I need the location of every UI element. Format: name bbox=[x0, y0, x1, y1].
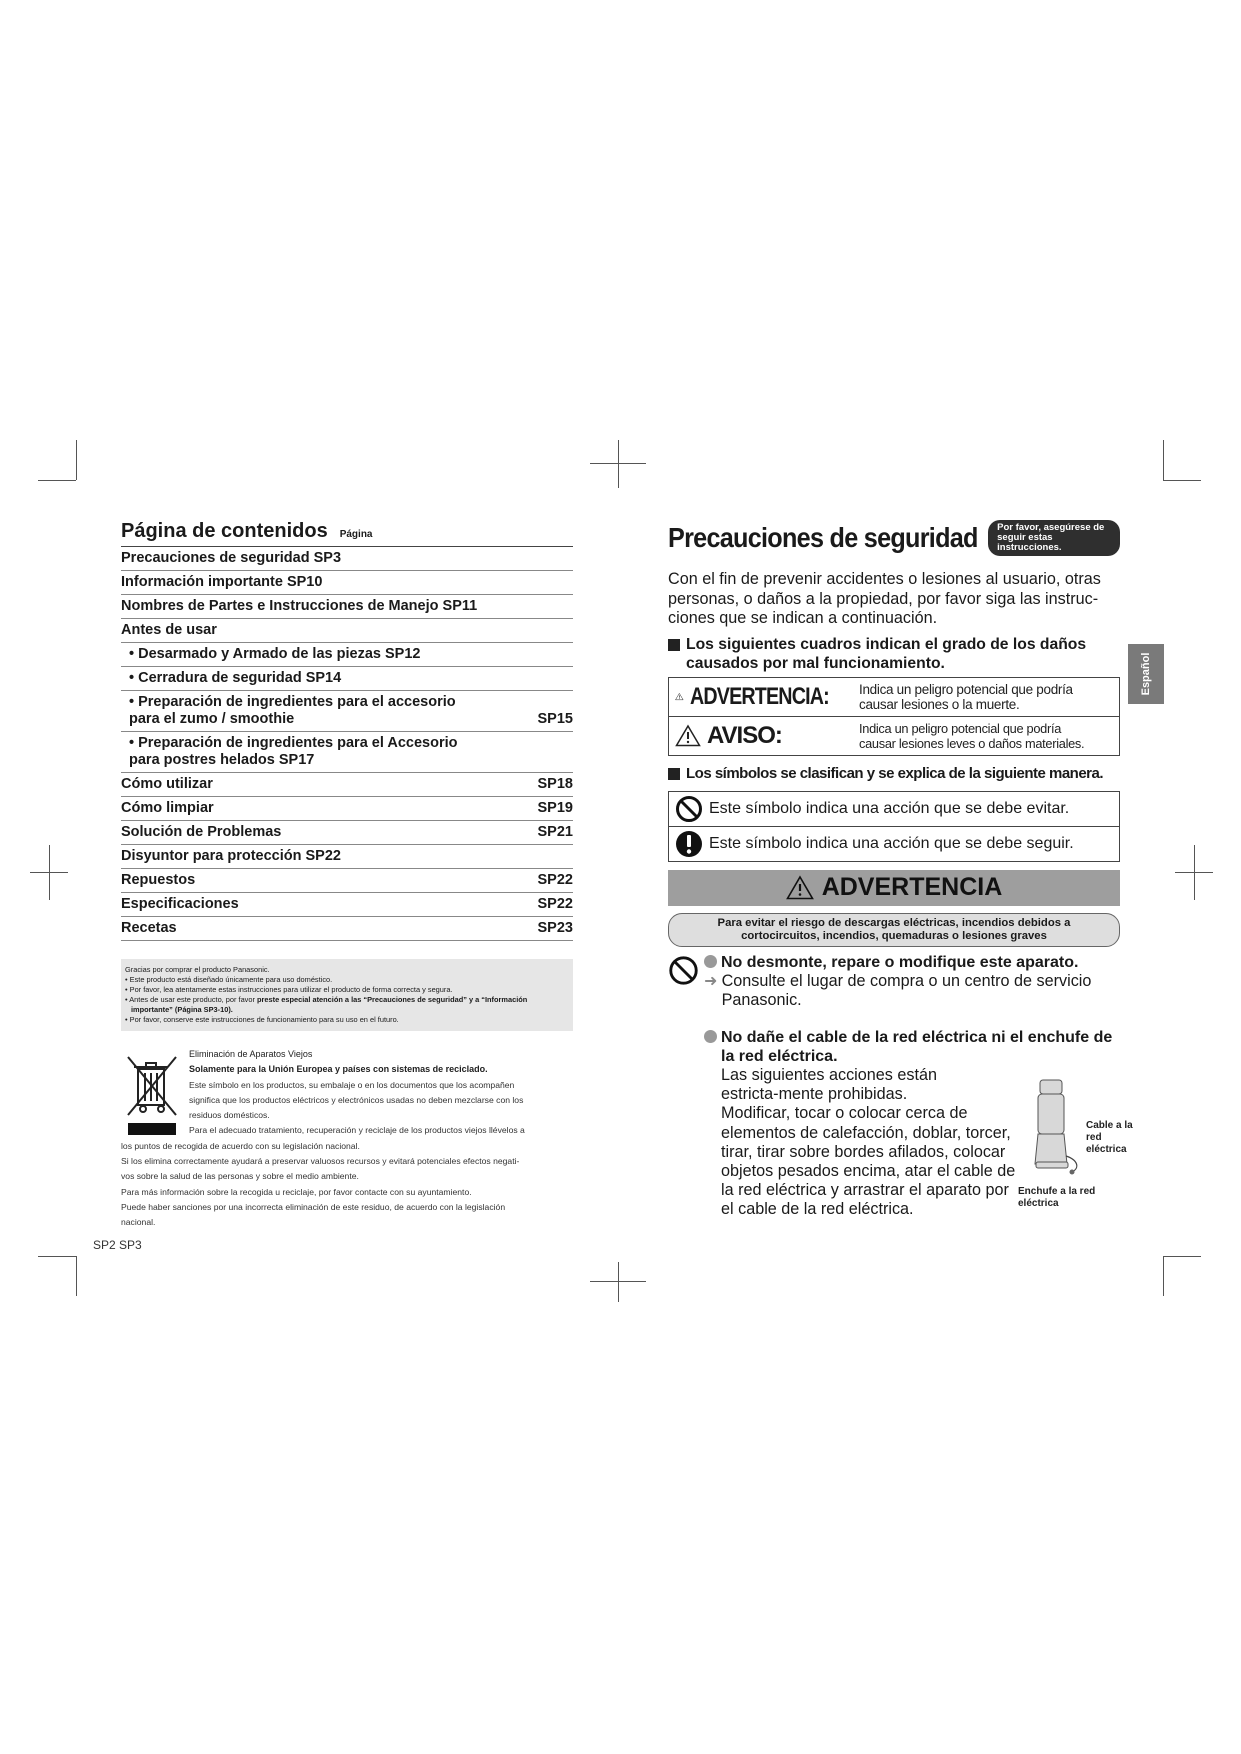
info-line: Gracias por comprar el producto Panasonic. bbox=[125, 965, 270, 974]
disposal-text: Para el adecuado tratamiento, recuperación y reciclaje de los productos viejos llévelos a bbox=[189, 1125, 525, 1136]
toc-row-page: SP21 bbox=[537, 824, 573, 840]
warning-desc: causar lesiones leves o daños materiales. bbox=[859, 735, 1085, 751]
warning-desc: Indica un peligro potencial que podría bbox=[859, 720, 1062, 736]
toc-row bbox=[121, 691, 573, 732]
warning-label: AVISO: bbox=[707, 721, 782, 749]
item-body-text: Consulte el lugar de compra o un centro de servicio Panasonic. bbox=[721, 971, 1092, 1009]
warning-triangle-icon bbox=[675, 685, 684, 708]
symbol-text: Este símbolo indica una acción que se debe seguir. bbox=[709, 834, 1074, 852]
disposal-subtitle: Solamente para la Unión Europea y países con sistemas de reciclado. bbox=[189, 1064, 488, 1075]
bullet-text: Los siguientes cuadros indican el grado de los daños causados por mal funcionamiento. bbox=[686, 635, 1087, 672]
item-no-disassemble bbox=[668, 953, 1120, 1010]
toc-row-label: Precauciones de seguridad SP3 bbox=[121, 550, 342, 566]
toc-row-label: Información importante SP10 bbox=[121, 574, 323, 590]
bullet-text: Los símbolos se clasifican y se explica de la siguiente manera. bbox=[686, 764, 1104, 782]
bullet-dot-icon bbox=[704, 955, 717, 968]
disposal-title: Eliminación de Aparatos Viejos bbox=[189, 1049, 313, 1059]
arrow-right-icon: ➜ bbox=[704, 971, 718, 990]
toc-list bbox=[121, 547, 573, 941]
intro-text: Con el fin de prevenir accidentes o lesiones al usuario, otras personas, o daños a la propiedad, por favor siga las instruc-ciones que se indican a continuación. bbox=[668, 570, 1101, 627]
item-no-damage-cable bbox=[668, 1028, 1133, 1220]
symbol-row-mandatory bbox=[668, 826, 1120, 862]
toc-row bbox=[121, 869, 573, 893]
disposal-text: nacional. bbox=[121, 1217, 156, 1228]
disposal-text: Para más información sobre la recogida u reciclaje, por favor contacte con su ayuntamiento. bbox=[121, 1186, 472, 1197]
square-bullet-icon bbox=[668, 639, 680, 651]
toc-row-label: Cómo limpiar bbox=[121, 800, 214, 816]
section-header bbox=[668, 520, 1120, 556]
toc-row bbox=[121, 797, 573, 821]
prohibition-icon bbox=[668, 955, 699, 986]
toc-row bbox=[121, 619, 573, 643]
warning-label: ADVERTENCIA: bbox=[689, 682, 829, 710]
toc-row-label: Recetas bbox=[121, 920, 177, 936]
disposal-text: los puntos de recogida de acuerdo con su legislación nacional. bbox=[121, 1140, 360, 1151]
item-head-text: No dañe el cable de la red eléctrica ni el enchufe de la red eléctrica. bbox=[721, 1028, 1113, 1065]
disposal-text: Puede haber sanciones por una incorrecta eliminación de este residuo, de acuerdo con la legislación bbox=[121, 1201, 506, 1212]
info-line bbox=[125, 995, 569, 1005]
toc-row-page: SP19 bbox=[537, 800, 573, 816]
badge-line: seguir estas instrucciones. bbox=[997, 532, 1062, 553]
item-body-text: Modificar, tocar o colocar cerca de elementos de calefacción, doblar, torcer, tirar, tirar sobre bordes afilados, colocar objetos pesados encima, atar el cable de la red eléctrica y arrastrar el aparato por el cable de la red eléctrica. bbox=[721, 1104, 1016, 1219]
item-body bbox=[704, 1066, 1021, 1220]
item-head bbox=[704, 1028, 1120, 1066]
toc-row-label: Disyuntor para protección SP22 bbox=[121, 848, 341, 864]
toc-row-label: • Preparación de ingredientes para el Accesorio para postres helados SP17 bbox=[129, 735, 458, 768]
advertencia-banner bbox=[668, 870, 1120, 906]
toc-row-page: SP22 bbox=[537, 872, 573, 888]
language-tab bbox=[1128, 644, 1164, 704]
item-head bbox=[704, 953, 1120, 972]
disposal-text: vos sobre la salud de las personas y sobre el medio ambiente. bbox=[121, 1171, 359, 1182]
toc-row bbox=[121, 732, 573, 773]
banner-text: ADVERTENCIA bbox=[821, 873, 1003, 901]
toc-title: Página de contenidos bbox=[121, 520, 328, 542]
square-bullet-icon bbox=[668, 768, 680, 780]
left-page bbox=[121, 520, 573, 1231]
warning-desc: Indica un peligro potencial que podría bbox=[859, 681, 1073, 697]
toc-row-label: Cómo utilizar bbox=[121, 776, 213, 792]
disposal-text: Este símbolo en los productos, su embalaje o en los documentos que los acompañen bbox=[189, 1079, 515, 1090]
toc-row bbox=[121, 893, 573, 917]
risk-text: Para evitar el riesgo de descargas eléctricas, incendios debidos a bbox=[717, 916, 1071, 929]
toc-row-label: Repuestos bbox=[121, 872, 196, 888]
toc-row bbox=[121, 643, 573, 667]
plug-label: Enchufe a la red eléctrica bbox=[1018, 1185, 1096, 1209]
toc-row bbox=[121, 595, 573, 619]
toc-header bbox=[121, 520, 573, 547]
disposal-section bbox=[121, 1047, 573, 1231]
info-line: • Por favor, lea atentamente estas instrucciones para utilizar el producto de forma correcta y segura. bbox=[125, 985, 453, 994]
risk-text: cortocircuitos, incendios, quemaduras o lesiones graves bbox=[741, 929, 1047, 942]
cable-label: Cable a la red eléctrica bbox=[1086, 1119, 1133, 1155]
info-line: • Por favor, conserve este instrucciones de funcionamiento para su uso en el futuro. bbox=[125, 1015, 399, 1024]
info-emphasis: preste especial atención a las “Precauciones de seguridad” y a “Información bbox=[257, 995, 528, 1004]
toc-page-label: Página bbox=[339, 529, 373, 540]
section-title: Precauciones de seguridad bbox=[668, 522, 978, 553]
warning-triangle-icon bbox=[786, 875, 814, 900]
toc-row bbox=[121, 845, 573, 869]
crossed-bin-icon bbox=[124, 1053, 180, 1139]
page-numbers: SP2 SP3 bbox=[93, 1238, 142, 1252]
warning-row-advertencia bbox=[669, 678, 1119, 716]
prohibition-icon bbox=[675, 795, 703, 823]
disposal-text: significa que los productos eléctricos y electrónicos usadas no deben mezclarse con los bbox=[189, 1094, 524, 1105]
toc-row bbox=[121, 571, 573, 595]
bullet-dot-icon bbox=[704, 1030, 717, 1043]
info-line: importante” (Página SP3-10). bbox=[131, 1005, 233, 1014]
juicer-illustration bbox=[1026, 1076, 1086, 1176]
item-head-text: No desmonte, repare o modifique este aparato. bbox=[721, 953, 1079, 971]
disposal-text: Si los elimina correctamente ayudará a preservar valuosos recursos y evitará potenciales efectos negati- bbox=[121, 1156, 520, 1167]
instructions-badge bbox=[988, 520, 1120, 556]
toc-row-label: • Preparación de ingredientes para el accesorio para el zumo / smoothie bbox=[129, 694, 456, 727]
info-box bbox=[121, 959, 573, 1031]
item-body-text: Las siguientes acciones están estricta-mente prohibidas. bbox=[721, 1065, 937, 1104]
warning-levels-table bbox=[668, 677, 1120, 756]
toc-row-page: SP18 bbox=[537, 776, 573, 792]
language-tab-label: Español bbox=[1140, 652, 1152, 696]
badge-line: Por favor, asegúrese de bbox=[997, 522, 1105, 533]
warning-triangle-icon bbox=[675, 724, 701, 747]
toc-row bbox=[121, 547, 573, 571]
info-line: • Este producto está diseñado únicamente para uso doméstico. bbox=[125, 975, 333, 984]
disposal-text: residuos domésticos. bbox=[189, 1110, 270, 1121]
warning-row-aviso bbox=[669, 716, 1119, 755]
info-text: • Antes de usar este producto, por favor bbox=[125, 995, 257, 1004]
toc-row bbox=[121, 667, 573, 691]
toc-row bbox=[121, 917, 573, 941]
warning-desc: causar lesiones o la muerte. bbox=[859, 696, 1020, 712]
symbols-table bbox=[668, 791, 1120, 862]
toc-row-label: • Desarmado y Armado de las piezas SP12 bbox=[129, 646, 421, 662]
toc-row-page: SP23 bbox=[537, 920, 573, 936]
mandatory-icon bbox=[675, 830, 703, 858]
toc-row-label: • Cerradura de seguridad SP14 bbox=[129, 670, 342, 686]
toc-row-page: SP22 bbox=[537, 896, 573, 912]
bullet-damage-levels bbox=[668, 635, 1120, 673]
toc-row bbox=[121, 821, 573, 845]
symbol-text: Este símbolo indica una acción que se debe evitar. bbox=[709, 799, 1070, 817]
toc-row-page: SP15 bbox=[537, 711, 573, 727]
toc-row bbox=[121, 773, 573, 797]
right-page bbox=[668, 520, 1133, 1220]
risk-pill bbox=[668, 913, 1120, 947]
toc-row-label: Nombres de Partes e Instrucciones de Manejo SP11 bbox=[121, 598, 478, 614]
toc-row-label: Solución de Problemas bbox=[121, 824, 282, 840]
toc-row-label: Antes de usar bbox=[121, 622, 217, 638]
bullet-symbols bbox=[668, 764, 1120, 783]
toc-row-label: Especificaciones bbox=[121, 896, 239, 912]
symbol-row-prohibited bbox=[668, 791, 1120, 827]
item-body bbox=[704, 972, 1120, 1010]
